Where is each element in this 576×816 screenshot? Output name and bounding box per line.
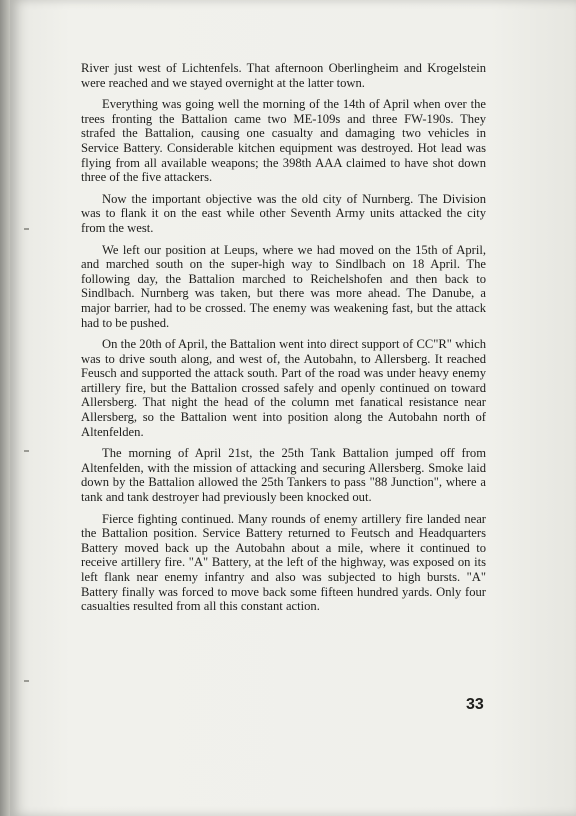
paragraph: The morning of April 21st, the 25th Tank Battalion jumped off from Altenfelden, with the mission of attacking and securing Allersberg. Smoke laid down by the Battalion allowed the 25th Tankers to pass "88 Junction", where a tank and tank destroyer had previously been knocked out. [81,446,486,505]
paragraph: On the 20th of April, the Battalion went into direct support of CC"R" which was to drive south along, and west of, the Autobahn, to Allersberg. It reached Feusch and supported the attack south. Part of the road was under heavy enemy artillery fire, but the Battalion crossed safely and openly continued on toward Allersberg. That night the head of the column met fanatical resistance near Allersberg, so the Battalion went into position along the Autobahn north of Altenfelden. [81,337,486,439]
paragraph: Now the important objective was the old city of Nurnberg. The Division was to flank it on the east while other Seventh Army units attacked the city from the west. [81,191,486,235]
paragraph: Fierce fighting continued. Many rounds of enemy artillery fire landed near the Battalion position. Service Battery returned to Feutsch and Headquarters Battery moved back up the Autobahn about a mile, where it continued to receive artillery fire. "A" Battery, at the left of the highway, was exposed on its left flank near enemy infantry and also was subjected to high bursts. "A" Battery finally was forced to move back some fifteen hundred yards. Only four casualties resulted from all this constant action. [81,511,486,614]
paragraph: We left our position at Leups, where we had moved on the 15th of April, and marched south on the super-high way to Sindlbach on 18 April. The following day, the Battalion marched to Reichelshofen and then back to Sindlbach. Nurnberg was taken, but there was more ahead. The Danube, a major barrier, had to be crossed. The enemy was weakening fast, but the attack had to be pushed. [81,242,486,330]
paragraph: River just west of Lichtenfels. That afternoon Oberlingheim and Krogelstein were reached and we stayed overnight at the latter town. [81,61,486,90]
paragraph: Everything was going well the morning of the 14th of April when over the trees fronting the Battalion came two ME-109s and three FW-190s. They strafed the Battalion, causing one casualty and damaging two vehicles in Service Battery. Considerable kitchen equipment was destroyed. Hot lead was flying from all available weapons; the 398th AAA claimed to have shot down three of the five attackers. [81,97,486,185]
margin-mark [24,450,29,452]
binding-gutter [0,0,10,816]
body-text [81,61,486,621]
margin-mark [24,228,29,230]
page-number: 33 [466,696,484,713]
margin-mark [24,680,29,682]
